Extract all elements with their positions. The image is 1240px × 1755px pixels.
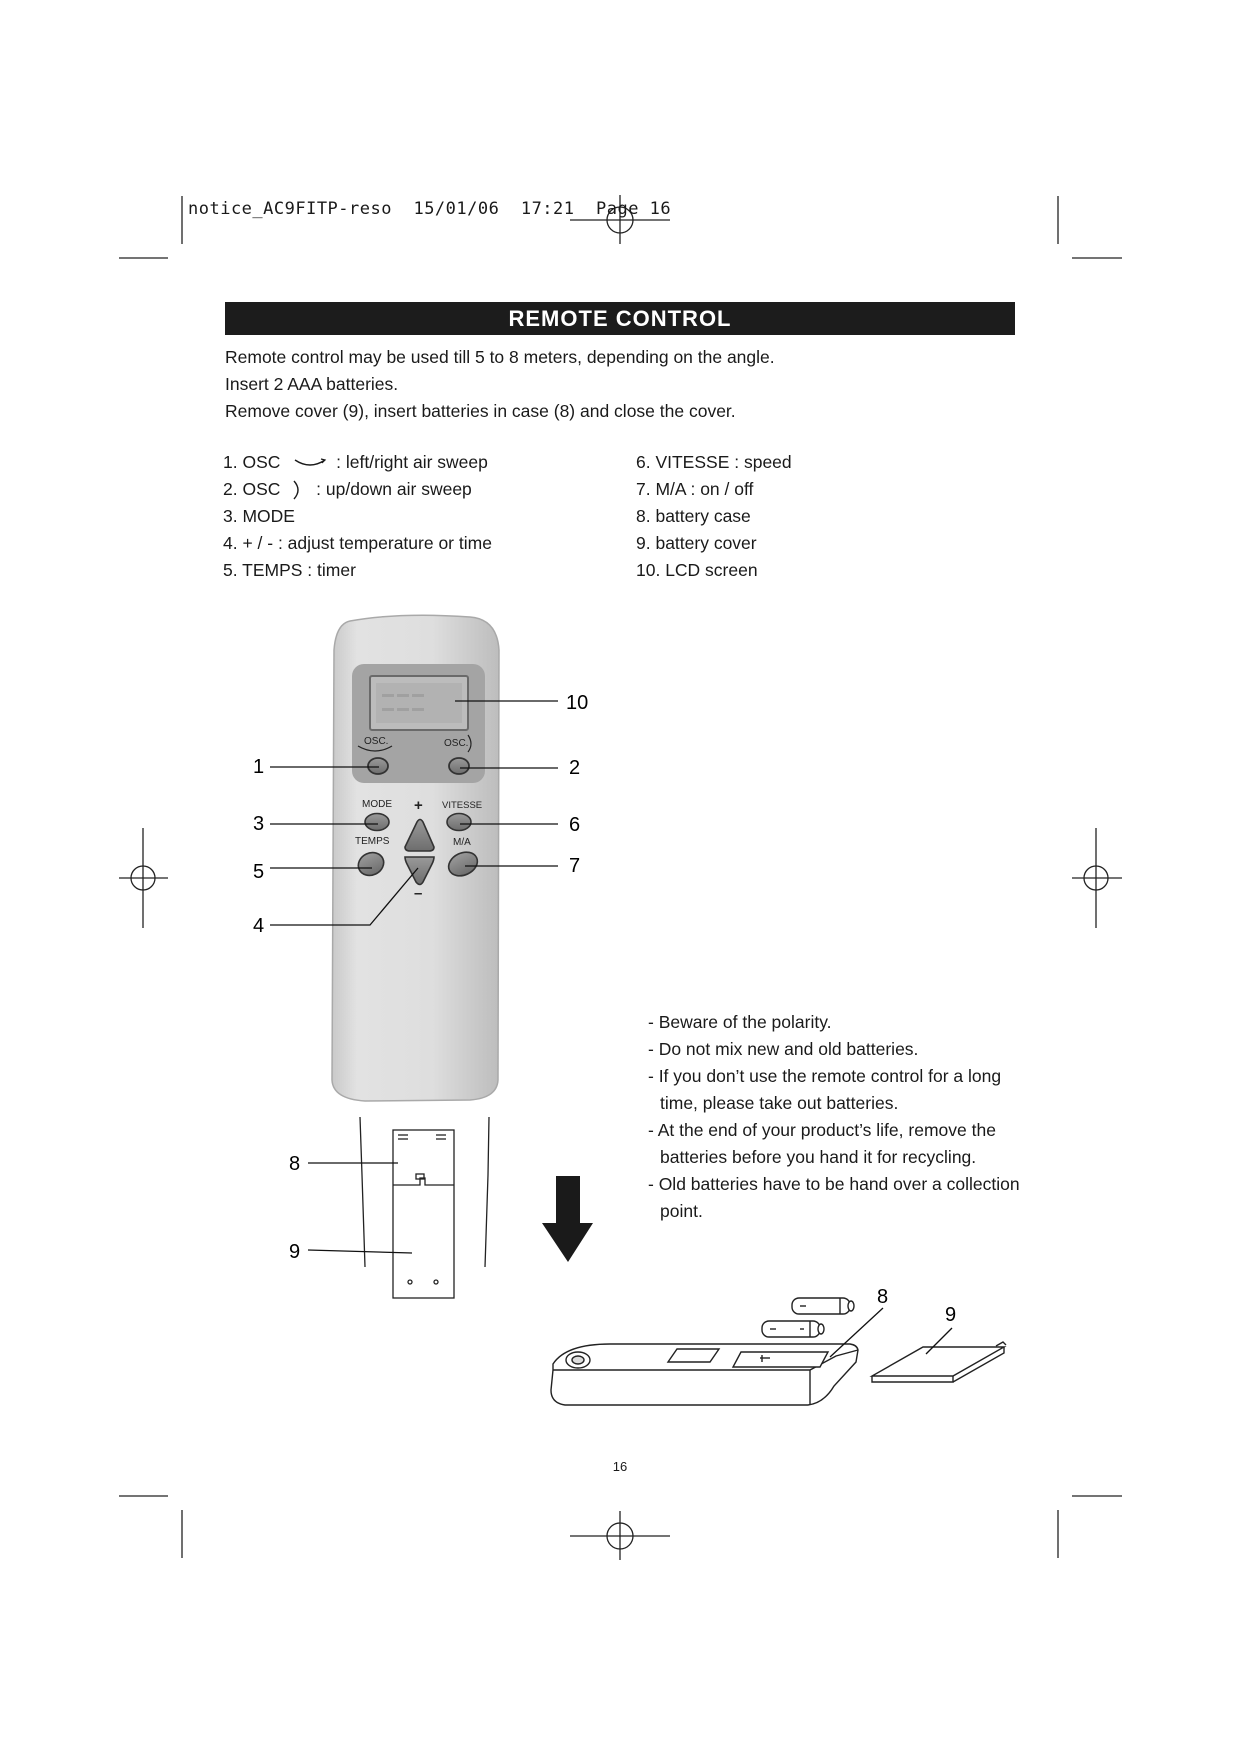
mode-label: MODE bbox=[362, 799, 392, 810]
callout-9: 9 bbox=[289, 1241, 301, 1263]
ma-label: M/A bbox=[453, 837, 471, 848]
callout-5: 5 bbox=[253, 861, 265, 883]
tip-item: - Do not mix new and old batteries. bbox=[648, 1039, 919, 1059]
callout-9-bottom: 9 bbox=[945, 1304, 957, 1326]
tip-item: - If you don’t use the remote control for a long time, please take out batteries. bbox=[648, 1066, 1002, 1113]
minus-label: – bbox=[414, 885, 423, 902]
callout-8: 8 bbox=[289, 1153, 301, 1175]
osc-label-right: OSC. bbox=[444, 738, 469, 749]
section-title: REMOTE CONTROL bbox=[225, 302, 1015, 335]
osc-vertical-button bbox=[449, 758, 469, 774]
legend-item: 8. battery case bbox=[636, 506, 751, 526]
legend-item: 3. MODE bbox=[223, 506, 295, 526]
osc-label-left: OSC. bbox=[364, 736, 389, 747]
osc-horizontal-button bbox=[368, 758, 388, 774]
callout-7: 7 bbox=[569, 855, 581, 877]
tip-item: - Old batteries have to be hand over a collection point. bbox=[648, 1174, 1020, 1221]
callout-1: 1 bbox=[253, 756, 265, 778]
page-number: 16 bbox=[612, 1459, 628, 1474]
mode-button bbox=[365, 814, 389, 831]
temps-label: TEMPS bbox=[355, 836, 390, 847]
callout-10: 10 bbox=[566, 692, 589, 714]
print-file: notice_AC9FITP-reso bbox=[188, 199, 392, 219]
battery-insertion-drawing bbox=[551, 1298, 1006, 1405]
vitesse-button bbox=[447, 814, 471, 831]
vitesse-label: VITESSE bbox=[442, 800, 483, 811]
legend-prefix: 2. OSC bbox=[223, 479, 281, 499]
legend-item: 9. battery cover bbox=[636, 533, 757, 553]
legend-item: 5. TEMPS : timer bbox=[223, 560, 356, 580]
callout-3: 3 bbox=[253, 813, 265, 835]
print-time: 17:21 bbox=[520, 199, 575, 219]
callout-8-bottom: 8 bbox=[877, 1286, 889, 1308]
callout-4: 4 bbox=[253, 915, 265, 937]
legend-text: : left/right air sweep bbox=[336, 452, 488, 472]
tip-item: - Beware of the polarity. bbox=[648, 1012, 832, 1032]
intro-line: Insert 2 AAA batteries. bbox=[225, 374, 399, 394]
remote-back-view bbox=[360, 1117, 489, 1298]
callout-6: 6 bbox=[569, 814, 581, 836]
legend-item: 10. LCD screen bbox=[636, 560, 758, 580]
battery-tips bbox=[648, 1009, 1028, 1225]
print-page: Page 16 bbox=[596, 199, 672, 219]
intro-line: Remove cover (9), insert batteries in case (8) and close the cover. bbox=[225, 401, 736, 421]
legend-item: 7. M/A : on / off bbox=[636, 479, 754, 499]
callout-2: 2 bbox=[569, 757, 581, 779]
plus-label: + bbox=[414, 797, 423, 814]
legend-prefix: 1. OSC bbox=[223, 452, 281, 472]
intro-line: Remote control may be used till 5 to 8 meters, depending on the angle. bbox=[225, 347, 775, 367]
legend-item: 6. VITESSE : speed bbox=[636, 452, 792, 472]
legend-item: 4. + / - : adjust temperature or time bbox=[223, 533, 492, 553]
print-date: 15/01/06 bbox=[413, 199, 500, 219]
tip-item: - At the end of your product’s life, remove the batteries before you hand it for recycling. bbox=[648, 1120, 996, 1167]
down-arrow-icon bbox=[542, 1176, 593, 1262]
legend-text: : up/down air sweep bbox=[316, 479, 472, 499]
